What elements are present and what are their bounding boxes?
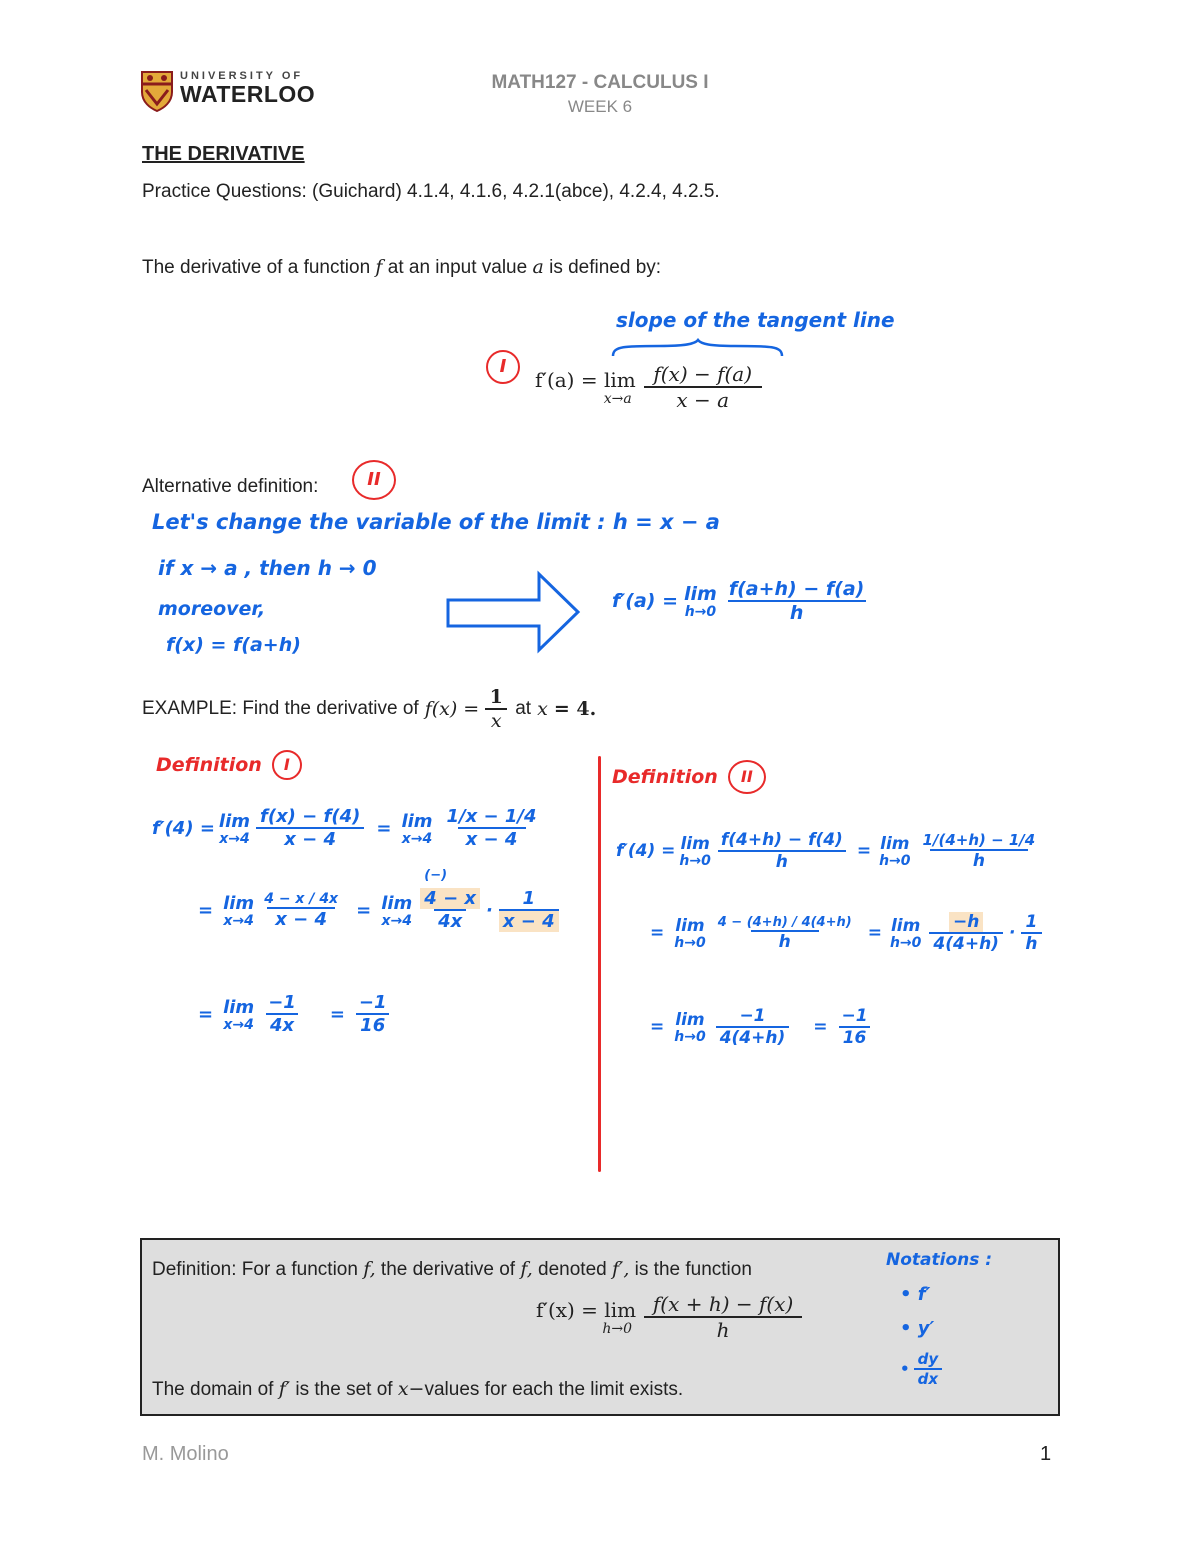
right-r3-rd: 16 xyxy=(839,1026,871,1048)
left-r1-sub: x→4 xyxy=(219,830,250,847)
left-r1-lim xyxy=(219,811,250,846)
intro-mid: at an input value xyxy=(387,257,528,278)
section-title: THE DERIVATIVE xyxy=(142,143,305,165)
right-r2-eq1: = xyxy=(650,923,665,943)
right-r3-eq2: = xyxy=(813,1017,828,1037)
left-r1-frac1 xyxy=(256,806,364,850)
left-r2-frac1 xyxy=(260,891,342,930)
right-r2-eq2: = xyxy=(867,923,882,943)
right-r1-n2: 1/(4+h) − 1/4 xyxy=(922,831,1036,849)
right-r3-frac xyxy=(716,1006,790,1048)
alt-line4: f(x) = f(a+h) xyxy=(166,634,301,656)
left-r2-frac2 xyxy=(420,888,480,932)
box-l1-mid: the derivative of xyxy=(380,1259,516,1280)
example-x: x xyxy=(537,698,548,720)
right-r2-n1: 4 − (4+h) / 4(4+h) xyxy=(717,914,852,930)
left-r1-lim-word: lim xyxy=(218,810,251,832)
box-l3-pre: The domain of xyxy=(152,1379,274,1400)
left-r1-frac2 xyxy=(443,806,541,850)
alt-line1: Let's change the variable of the limit : h = x − a xyxy=(152,510,720,534)
right-marker-label: II xyxy=(740,767,753,786)
left-r2-n1: 4 − x / 4x xyxy=(264,890,339,907)
right-r2-sub: h→0 xyxy=(674,935,706,951)
box-l3-post: values for each the limit exists. xyxy=(424,1379,684,1400)
footer-page: 1 xyxy=(1040,1443,1052,1465)
right-r1-lim2 xyxy=(879,834,910,868)
left-r1-lhs: f′(4) = xyxy=(152,817,215,839)
right-r1-eq: = xyxy=(856,841,872,861)
marker-i-label: I xyxy=(499,356,507,377)
left-r1-n2: 1/x − 1/4 xyxy=(446,806,537,827)
right-r1-sub: h→0 xyxy=(679,853,711,869)
right-r1-n1: f(4+h) − f(4) xyxy=(720,830,843,850)
def1-num: f(x) − f(a) xyxy=(653,362,753,386)
example-line xyxy=(142,686,596,732)
arrow-right-icon xyxy=(444,570,584,654)
right-r2-n2: −h xyxy=(949,912,983,932)
right-r1-sub2: h→0 xyxy=(879,853,911,869)
notation-1: • f′ xyxy=(900,1284,931,1305)
alt-res-lim xyxy=(684,583,717,619)
right-r2-frac3 xyxy=(1021,912,1041,954)
left-r2-d2: 4x xyxy=(434,909,466,932)
example-den: x xyxy=(485,708,507,732)
right-r2-lim xyxy=(674,916,705,950)
right-r3-n: −1 xyxy=(739,1006,766,1026)
left-r1-lim2 xyxy=(401,811,432,846)
notations-title: Notations : xyxy=(886,1250,993,1270)
left-heading-text: Definition xyxy=(156,754,262,776)
def1-sub: x→a xyxy=(603,391,632,407)
left-r3-lim-word: lim xyxy=(223,996,255,1018)
left-marker-label: I xyxy=(283,755,290,774)
intro-f: f xyxy=(375,256,383,278)
right-r3-rn: −1 xyxy=(841,1006,868,1026)
right-r1-d1: h xyxy=(718,850,846,872)
notation-3-den: dx xyxy=(914,1368,942,1388)
example-frac xyxy=(485,686,507,732)
alt-result xyxy=(612,578,868,624)
marker-ii-label: II xyxy=(367,469,381,490)
left-r2-dot: · xyxy=(486,899,493,921)
right-r2-d2: 4(4+h) xyxy=(929,932,1003,954)
example-pre: EXAMPLE: Find the derivative of xyxy=(142,698,419,719)
notation-2: • y′ xyxy=(900,1318,935,1339)
box-lim xyxy=(536,1298,636,1336)
left-r3-sub: x→4 xyxy=(223,1016,254,1033)
box-frac xyxy=(644,1292,802,1342)
alt-res-num: f(a+h) − f(a) xyxy=(728,578,865,600)
alt-res-lim-word: lim xyxy=(684,583,717,605)
left-r2-n2: 4 − x xyxy=(420,888,480,909)
left-r1-sub2: x→4 xyxy=(401,830,433,847)
week-label: WEEK 6 xyxy=(567,97,633,116)
intro-pre: The derivative of a function xyxy=(142,257,371,278)
left-r2-eq2: = xyxy=(356,899,372,921)
left-row3 xyxy=(198,992,391,1036)
definition-box xyxy=(140,1238,1060,1416)
notation-3-num: dy xyxy=(917,1350,939,1368)
right-r2-lim2 xyxy=(890,916,921,950)
box-l1-fp: f′, xyxy=(612,1258,630,1280)
left-r1-d1: x − 4 xyxy=(256,827,364,850)
def1-fraction xyxy=(644,362,762,412)
box-l3-mid: is the set of xyxy=(295,1379,393,1400)
left-r1-n1: f(x) − f(4) xyxy=(260,806,361,827)
box-den: h xyxy=(644,1316,802,1342)
box-l1-pre: Definition: For a function xyxy=(152,1259,358,1280)
logo-line1: UNIVERSITY OF xyxy=(180,70,304,82)
left-r2-eq1: = xyxy=(198,899,214,921)
left-r3-eq1: = xyxy=(198,1003,214,1025)
left-heading-marker xyxy=(272,750,302,780)
right-r1-lim xyxy=(679,834,710,868)
notation-3-bullet: • xyxy=(900,1360,910,1378)
box-line3 xyxy=(152,1378,683,1401)
example-val: = 4. xyxy=(553,698,597,720)
alt-res-frac xyxy=(725,578,869,624)
left-heading xyxy=(156,750,302,780)
left-r3-rn: −1 xyxy=(358,992,387,1013)
right-r3-lim-word: lim xyxy=(675,1010,705,1030)
marker-ii-circle xyxy=(352,460,396,500)
left-row1 xyxy=(152,806,541,850)
tangent-annotation: slope of the tangent line xyxy=(616,308,895,332)
box-l3-x: x− xyxy=(397,1378,425,1400)
left-r2-mark: (−) xyxy=(424,868,448,883)
alt-res-lhs: f′(a) = xyxy=(612,590,678,612)
right-r1-lhs: f′(4) = xyxy=(616,841,676,861)
left-r3-lim xyxy=(223,997,254,1032)
box-l1-f: f, xyxy=(363,1258,376,1280)
box-sub: h→0 xyxy=(602,1321,633,1337)
def1-den: x − a xyxy=(644,386,762,412)
example-fx: f(x) = xyxy=(424,698,480,720)
left-r2-n3: 1 xyxy=(522,888,536,909)
course-title: MATH127 - CALCULUS I xyxy=(491,72,709,93)
right-r3-d: 4(4+h) xyxy=(716,1026,790,1048)
right-r1-frac2 xyxy=(919,831,1040,871)
right-r3-lim xyxy=(674,1010,705,1044)
right-r2-frac1 xyxy=(714,915,856,952)
right-r2-lim2-word: lim xyxy=(890,916,921,936)
left-r2-sub: x→4 xyxy=(223,912,254,929)
right-r1-d2: h xyxy=(930,849,1028,871)
right-row1 xyxy=(616,830,1039,872)
example-num: 1 xyxy=(489,686,503,708)
box-l3-fp: f′ xyxy=(278,1378,291,1400)
left-r3-d: 4x xyxy=(266,1013,298,1036)
intro-post: is defined by: xyxy=(549,257,662,278)
left-r3-eq2: = xyxy=(329,1003,345,1025)
left-r2-lim2-word: lim xyxy=(381,892,413,914)
right-heading-marker xyxy=(728,760,766,794)
intro-a: a xyxy=(532,256,544,278)
left-r1-d2: x − 4 xyxy=(458,827,526,850)
right-r3-result xyxy=(838,1006,872,1048)
brace-icon xyxy=(610,338,785,360)
left-row2 xyxy=(198,868,559,932)
notation-3 xyxy=(900,1350,942,1388)
def1-formula xyxy=(535,362,762,412)
right-r2-frac2 xyxy=(929,912,1003,954)
right-r1-lim-word: lim xyxy=(680,834,710,854)
intro-sentence xyxy=(142,256,661,279)
left-r3-result xyxy=(355,992,391,1036)
right-r2-dot: · xyxy=(1008,923,1016,943)
practice-questions: Practice Questions: (Guichard) 4.1.4, 4.1.6, 4.2.1(abce), 4.2.4, 4.2.5. xyxy=(142,181,720,202)
notation-3-frac xyxy=(914,1350,943,1388)
left-r2-frac3 xyxy=(499,888,559,932)
left-r2-lim xyxy=(223,893,254,928)
box-formula xyxy=(536,1292,802,1342)
left-r2-lim2 xyxy=(381,893,412,928)
alt-line2: if x → a , then h → 0 xyxy=(158,556,377,580)
right-row3 xyxy=(650,1006,872,1048)
left-r2-d3: x − 4 xyxy=(499,909,559,932)
right-r2-d3: h xyxy=(1021,932,1041,954)
right-r1-lim2-word: lim xyxy=(880,834,910,854)
example-post: at xyxy=(515,698,532,719)
box-lhs: f′(x) = lim xyxy=(536,1298,637,1322)
marker-i-circle xyxy=(486,350,520,384)
right-row2 xyxy=(650,912,1042,954)
alt-res-sub: h→0 xyxy=(684,604,717,620)
left-r2-d1: x − 4 xyxy=(267,907,335,930)
left-r3-rd: 16 xyxy=(356,1013,389,1036)
def1-lhs: f′(a) = lim xyxy=(535,368,636,392)
right-r2-lim-word: lim xyxy=(675,916,705,936)
box-line1 xyxy=(152,1258,752,1281)
box-l1-mid2: denoted xyxy=(538,1259,607,1280)
right-r2-d1: h xyxy=(751,930,819,952)
right-r3-eq1: = xyxy=(650,1017,665,1037)
left-r2-sub2: x→4 xyxy=(381,912,412,929)
right-r3-sub: h→0 xyxy=(674,1029,706,1045)
box-l1-post: is the function xyxy=(634,1259,752,1280)
left-r1-eq: = xyxy=(376,817,392,839)
left-r1-lim2-word: lim xyxy=(401,810,433,832)
right-r2-sub2: h→0 xyxy=(889,935,922,951)
alt-label: Alternative definition: xyxy=(142,476,319,497)
column-divider xyxy=(598,756,601,1172)
right-r2-n3: 1 xyxy=(1025,912,1038,932)
left-r3-frac xyxy=(264,992,300,1036)
logo-line2: WATERLOO xyxy=(180,81,316,107)
left-r2-group xyxy=(420,868,558,932)
left-r2-lim-word: lim xyxy=(223,892,255,914)
box-num: f(x + h) − f(x) xyxy=(652,1292,794,1316)
alt-line3: moreover, xyxy=(158,598,266,620)
left-r3-n: −1 xyxy=(268,992,296,1013)
box-l1-f2: f, xyxy=(520,1258,533,1280)
def1-lim xyxy=(535,368,636,406)
right-heading xyxy=(612,760,766,794)
alt-res-den: h xyxy=(728,600,866,624)
right-r1-frac1 xyxy=(717,830,847,872)
footer-author: M. Molino xyxy=(142,1443,229,1465)
right-heading-text: Definition xyxy=(612,766,718,788)
